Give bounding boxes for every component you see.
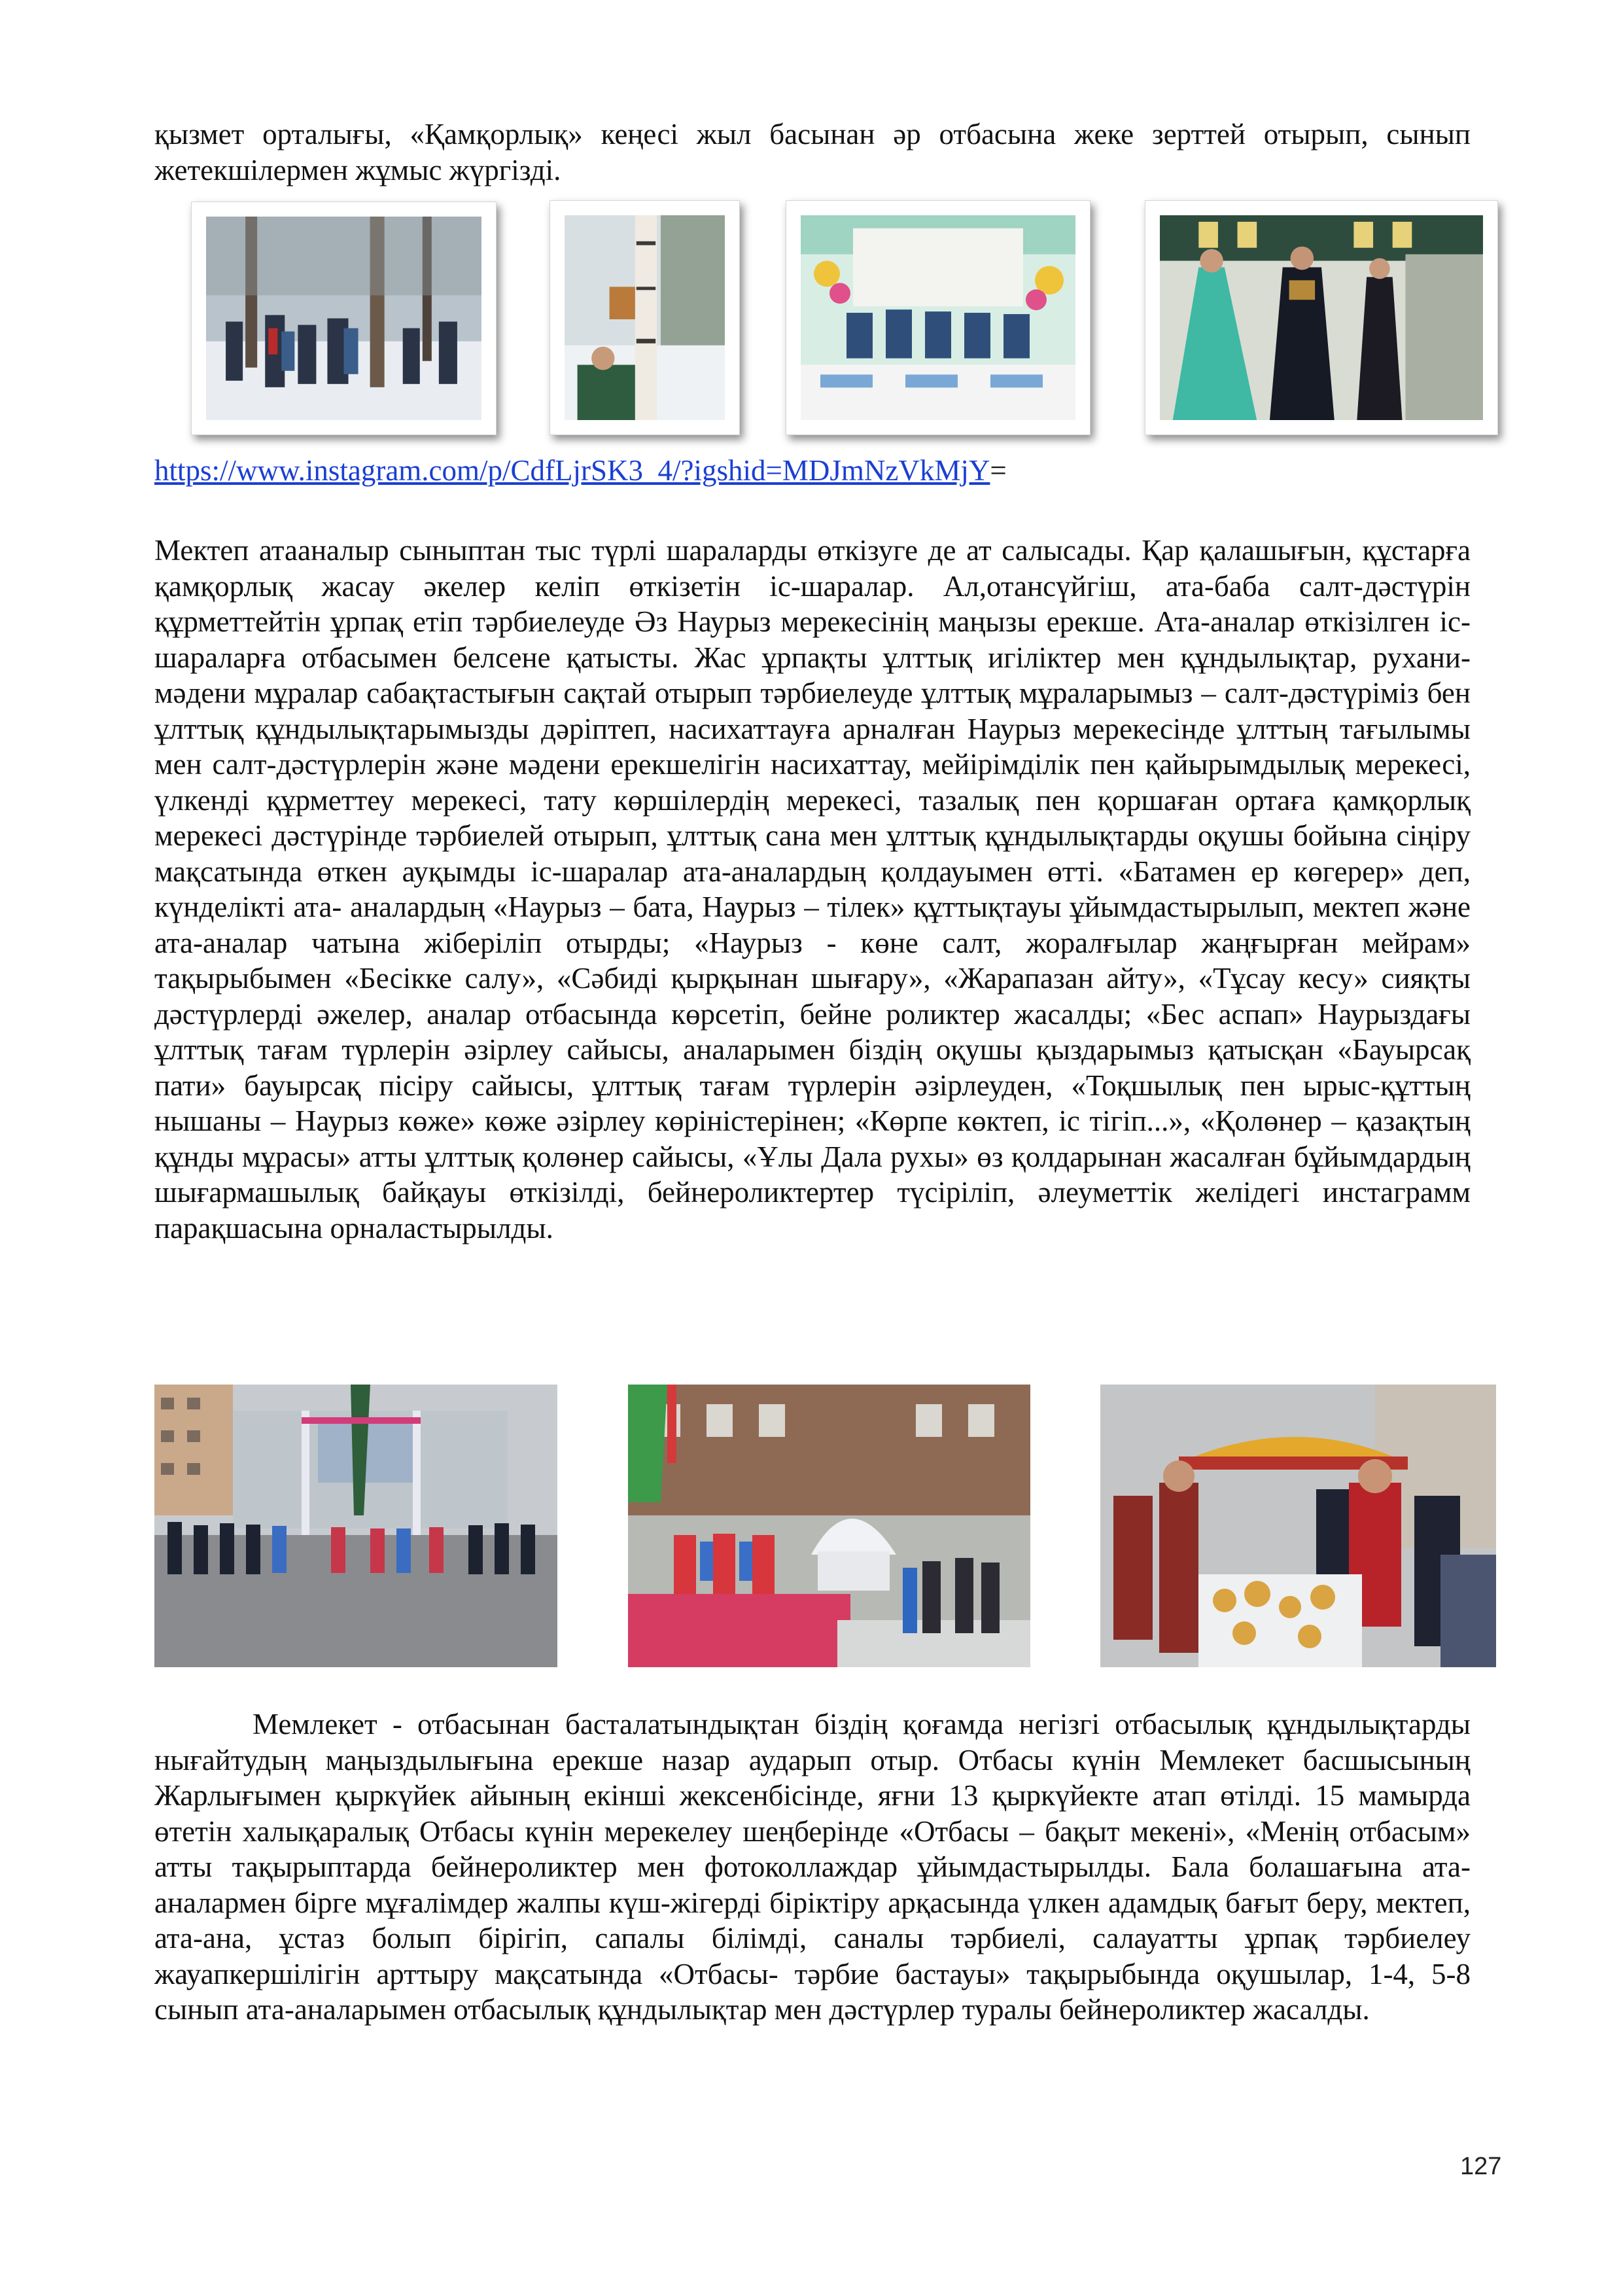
instagram-link[interactable]: https://www.instagram.com/p/CdfLjrSK3_4/?igshid=MDJmNzVkMjY — [154, 454, 990, 487]
nauryz-square-photo — [154, 1385, 557, 1667]
winter-park-photo — [191, 202, 497, 435]
classroom-photo — [786, 200, 1091, 435]
family-paragraph: Мемлекет - отбасынан басталатындықтан біздің қоғамда негізгі отбасылық құндылықтарды нығайтудың маңыздылығына ерекше назар аударып отыр. Отбасы күнін Мемлекет басшысының Жарлығымен қыркүйек айының екінші жексенбісінде, яғни 13 қыркүйекте атап өтілді. 15 мамырда өтетін халықаралық Отбасы күнін мерекелеу шеңберінде «Отбасы – бақыт мекені», «Менің отбасым» атты тақырыптарда бейнероликтер мен фотоколлаждар ұйымдастырылды. Бала болашағына ата-аналармен бірге мұғалімдер жалпы күш-жігерді біріктіру арқасында үлкен адамдық бағыт беру, мектеп, ата-ана, ұстаз болып бірігіп, сапалы білімді, саналы тәрбиелі, салауатты ұрпақ тәрбиелеу жауапкершілігін арттыру мақсатында «Отбасы- тәрбие бастауы» тақырыбында оқушылар, 1-4, 5-8 сынып ата-аналарымен отбасылық құндылықтар мен дәстүрлер туралы бейнероликтер жасалды. — [154, 1708, 1471, 2026]
birdhouse-photo — [550, 200, 740, 435]
page-number: 127 — [1460, 2153, 1502, 2180]
main-paragraph: Мектеп атааналыр сыныптан тыс түрлі шараларды өткізуге де ат салысады. Қар қалашығын, құстарға қамқорлық жасау әкелер келіп өткізетін іс-шаралар. Ал,отансүйгіш, ата-баба салт-дәстүрін құрметтейтін ұрпақ етіп тәрбиелеуде Әз Наурыз мерекесінің маңызы ерекше. Ата-аналар өткізілген іс-шараларға отбасымен белсене қатысты. Жас ұрпақты ұлттық игіліктер мен құндылықтар, рухани-мәдени мұралар сабақтастығын сақтай отырып тәрбиелеуде ұлттық мұраларымыз – салт-дәстүріміз бен ұлттық құндылықтарымызды дәріптеп, насихаттауға арналған Наурыз мерекесінде ұлттың тағылымы мен салт-дәстүрлерін және мәдени ерекшелігін насихаттау, мейірімділік пен қайырымдылық мерекесі, үлкенді құрметтеу мерекесі, тату көршілердің мерекесі, тазалық пен қоршаған ортаға қамқорлық мерекесі дәстүрінде тәрбиелей отырып, ұлттық сана мен ұлттық құндылықтарды оқушы бойына сіңіру мақсатында өткен ауқымды іс-шаралар ата-аналардың қолдауымен өтті. «Батамен ер көгерер» деп, күнделікті ата- аналардың «Наурыз – бата, Наурыз – тілек» құттықтауы ұйымдастырылып, мектеп және ата-аналар чатына жіберіліп отырды; «Наурыз - көне салт, жоралғылар жаңғырған мейрам» тақырыбымен «Бесікке салу», «Сәбиді қырқынан шығару», «Жарапазан айту», «Тұсау кесу» сияқты дәстүрлерді әжелер, аналар отбасында көрсетіп, бейне роликтер жасалды; «Бес аспап» Наурыздағы ұлттық тағам түрлерін әзірлеу сайысы, аналарымен біздің оқушы қыздарымыз қатысқан «Бауырсақ пати» бауырсақ пісіру сайысы, ұлттық тағам түрлерін әзірлеуден, «Тоқшылық пен ырыс-құттың нышаны – Наурыз көже» көже әзірлеу көріністерінен; «Көрпе көктеп, іс тігіп...», «Қолөнер – қазақтың құнды мұрасы» атты ұлттық қолөнер сайысы, «Ұлы Дала рухы» өз қолдарынан жасалған бұйымдардың шығармашылық байқауы өткізілді, бейнероликтертер түсіріліп, әлеуметтік желідегі инстаграмм парақшасына орналастырылды. — [154, 534, 1471, 1245]
yurt-stage-photo — [628, 1385, 1030, 1667]
link-suffix: = — [990, 454, 1007, 487]
intro-paragraph: қызмет орталығы, «Қамқорлық» кеңесі жыл басынан әр отбасына жеке зерттей отырып, сынып жетекшілермен жұмыс жүргізді. — [154, 118, 1471, 186]
costume-performance-photo — [1145, 200, 1498, 435]
instagram-link-line — [154, 453, 1007, 488]
food-table-photo — [1100, 1385, 1496, 1667]
